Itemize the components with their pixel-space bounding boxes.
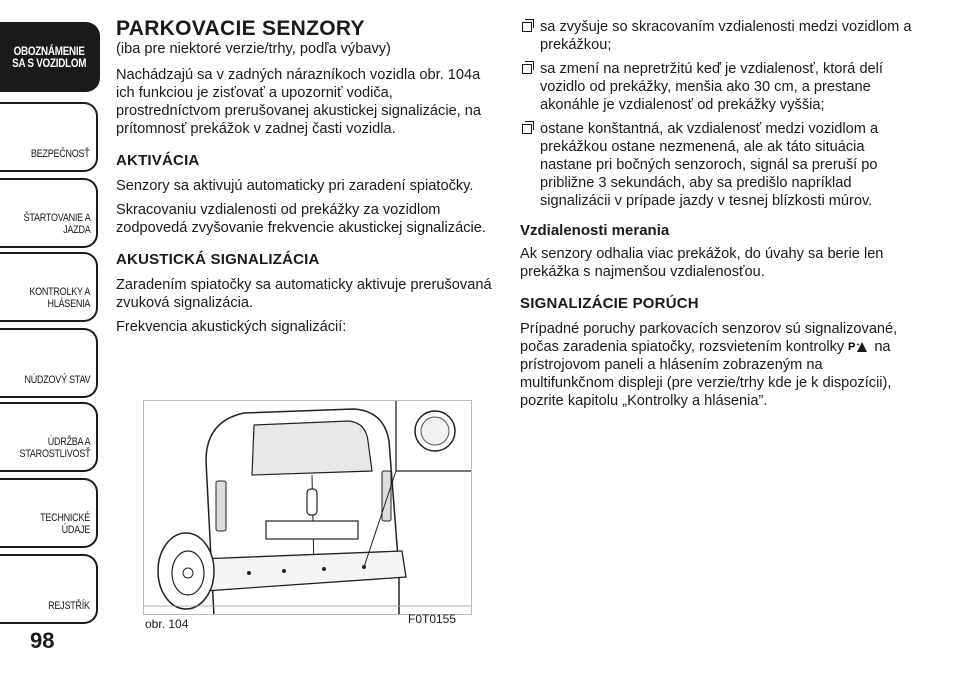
tab-label: ÚDRŽBA A STAROSTLIVOSŤ (19, 436, 90, 460)
distance-paragraph: Ak senzory odhalia viac prekážok, do úvahy sa berie len prekážka s najmenšou vzdialenosťou. (520, 246, 884, 280)
figure-label: obr. 104 (145, 617, 189, 631)
tab-nudzovy-stav[interactable] (0, 328, 98, 398)
activation-paragraph-1: Senzory sa aktivujú automaticky pri zaradení spiatočky. (116, 178, 474, 194)
tab-label: ŠTARTOVANIE A JAZDA (23, 212, 90, 236)
tab-technicke-udaje[interactable] (0, 478, 98, 548)
tab-label: REJSTŘÍK (48, 600, 90, 612)
list-item (520, 120, 920, 210)
activation-heading: AKTIVÁCIA (116, 152, 200, 169)
acoustic-paragraph-2: Frekvencia akustických signalizácií: (116, 319, 347, 335)
tab-startovanie[interactable] (0, 178, 98, 248)
intro-paragraph: Nachádzajú sa v zadných nárazníkoch vozidla obr. 104a ich funkciou je zisťovať a upozorniť vodiča, prostredníctvom prerušovanej akustickej signalizácie, na prítomnosť prekážok v zadnej časti vozidla. (116, 67, 482, 137)
tab-label: NÚDZOVÝ STAV (24, 374, 90, 386)
checkbox-bullet-icon (522, 22, 532, 32)
list-item (520, 60, 920, 114)
figure-rear-bumper (143, 400, 472, 615)
tab-rejstrik[interactable] (0, 554, 98, 624)
activation-paragraph-2: Skracovaniu vzdialenosti od prekážky za vozidlom zodpovedá zvyšovanie frekvencie akustickej signalizácie. (116, 202, 486, 236)
checkbox-bullet-icon (522, 64, 532, 74)
list-item-text: sa zmení na nepretržitú keď je vzdialenosť, ktorá delí vozidlo od prekážky, menšia ako 30 cm, a prestane akonáhle je vzdialenosť od prekážky vyššia; (540, 61, 883, 113)
subtitle: (iba pre niektoré verzie/trhy, podľa výbavy) (116, 41, 391, 57)
checkbox-bullet-icon (522, 124, 532, 134)
tab-label: OBOZNÁMENIE SA S VOZIDLOM (11, 44, 87, 70)
left-column (116, 18, 496, 342)
tab-kontrolky[interactable] (0, 252, 98, 322)
tab-bezpecnost[interactable] (0, 102, 98, 172)
page-number: 98 (30, 628, 55, 653)
frequency-list (520, 18, 920, 210)
fault-text-after: na prístrojovom paneli a hlásením zobrazeným na multifunkčnom displeji (pre verzie/trhy kde je k dispozícii), pozrite kapitolu „Kontrolky a hlásenia”. (520, 339, 892, 409)
distance-heading: Vzdialenosti merania (520, 222, 670, 239)
list-item-text: sa zvyšuje so skracovaním vzdialenosti medzi vozidlom a prekážkou; (540, 19, 912, 53)
tab-label: BEZPEČNOSŤ (31, 148, 90, 160)
acoustic-paragraph-1: Zaradením spiatočky sa automaticky aktivuje prerušovaná zvuková signalizácia. (116, 277, 492, 311)
parking-sensor-warning-icon (848, 339, 870, 353)
tab-label: KONTROLKY A HLÁSENIA (29, 286, 90, 310)
fault-text-before: Prípadné poruchy parkovacích senzorov sú signalizované, počas zaradenia spiatočky, rozsvietením kontrolky (520, 321, 898, 355)
page-title: PARKOVACIE SENZORY (116, 17, 365, 40)
fault-paragraph (520, 320, 920, 410)
fault-heading: SIGNALIZÁCIE PORÚCH (520, 295, 699, 312)
tab-label: TECHNICKÉ ÚDAJE (40, 512, 90, 536)
tab-udrzba[interactable] (0, 402, 98, 472)
right-column (520, 18, 920, 416)
van-rear-illustration (144, 401, 472, 615)
figure-code: F0T0155 (408, 612, 457, 626)
list-item-text: ostane konštantná, ak vzdialenosť medzi vozidlom a prekážkou ostane nezmenená, ale ak táto situácia nastane pri bočných senzoroch, signál sa preruší po približne 3 sekundách, aby sa predišlo napríklad signalizácii v prípade jazdy v tesnej blízkosti múrov. (540, 121, 879, 209)
acoustic-heading: AKUSTICKÁ SIGNALIZÁCIA (116, 251, 320, 268)
list-item (520, 18, 920, 54)
tab-oboznamenie[interactable] (0, 22, 100, 92)
svg-text:P: P (848, 341, 856, 353)
